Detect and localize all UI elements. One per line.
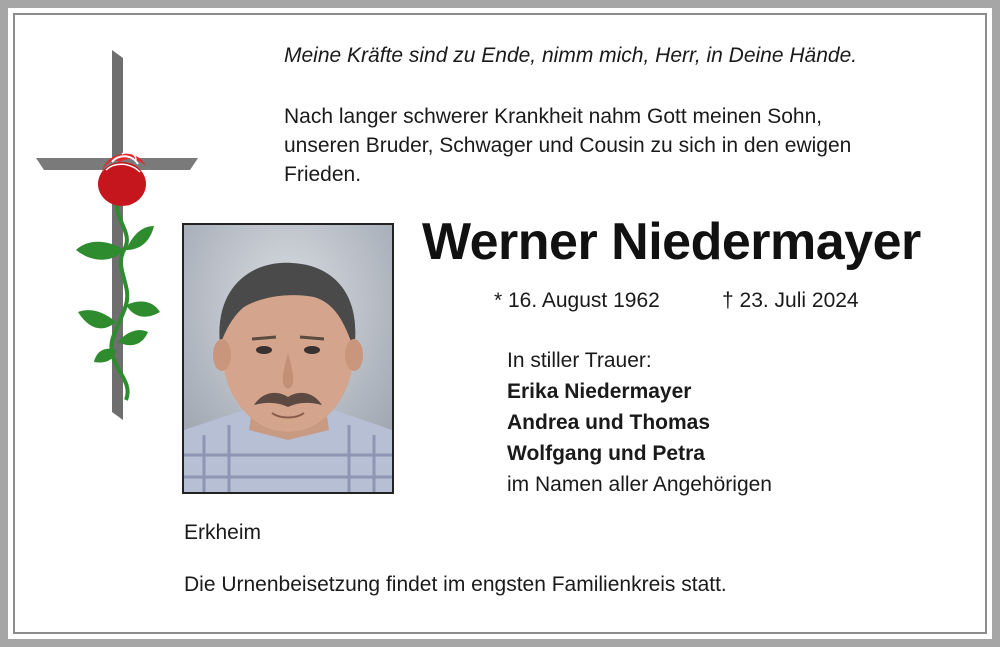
intro-line: Nach langer schwerer Krankheit nahm Gott meinen Sohn, [284, 105, 823, 128]
funeral-notice: Die Urnenbeisetzung findet im engsten Familienkreis statt. [184, 573, 727, 596]
mourner-name: Erika Niedermayer [507, 380, 692, 403]
intro-line: unseren Bruder, Schwager und Cousin zu sich in den ewigen [284, 134, 852, 157]
mourner-name: Andrea und Thomas [507, 411, 711, 434]
cross-with-rose-icon [36, 50, 206, 425]
intro-text [284, 102, 964, 189]
death-date: † 23. Juli 2024 [722, 289, 859, 312]
portrait-photo [182, 223, 394, 494]
place-name: Erkheim [184, 521, 262, 544]
deceased-name: Werner Niedermayer [422, 213, 921, 271]
mourner-name: Wolfgang und Petra [507, 442, 705, 465]
mourning-closing: im Namen aller Angehörigen [507, 473, 772, 496]
mourning-heading: In stiller Trauer: [507, 349, 652, 372]
mourners-block [507, 345, 772, 500]
birth-date: * 16. August 1962 [494, 289, 660, 312]
motto: Meine Kräfte sind zu Ende, nimm mich, Herr, in Deine Hände. [284, 44, 858, 67]
intro-line: Frieden. [284, 163, 362, 186]
